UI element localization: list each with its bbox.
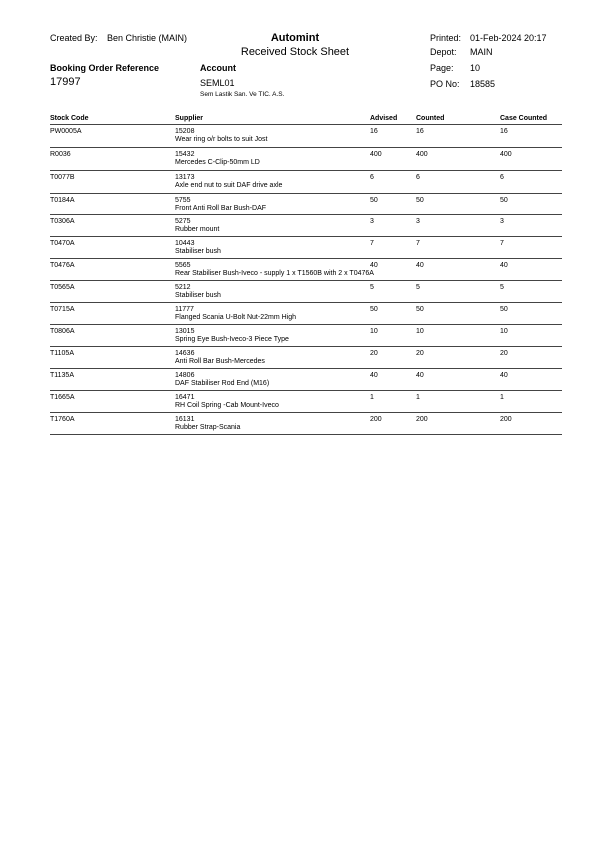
supplier-code: 14806: [175, 372, 195, 379]
advised-qty: 5: [370, 284, 374, 291]
counted-qty: 5: [416, 284, 420, 291]
supplier-code: 14636: [175, 350, 195, 357]
page-value: 10: [470, 63, 481, 73]
case-counted-qty: 3: [500, 218, 504, 225]
case-counted-qty: 40: [500, 262, 508, 269]
case-counted-qty: 10: [500, 328, 508, 335]
case-counted-qty: 16: [500, 128, 508, 135]
advised-qty: 1: [370, 394, 374, 401]
item-description: Rubber Strap-Scania: [175, 424, 241, 431]
depot-label: Depot:: [430, 47, 457, 57]
advised-qty: 50: [370, 306, 378, 313]
supplier-code: 13015: [175, 328, 195, 335]
counted-qty: 50: [416, 197, 424, 204]
page-label: Page:: [430, 63, 454, 73]
table-row: [50, 369, 562, 391]
account-name: Sem Lastik San. Ve TIC. A.S.: [200, 91, 285, 98]
col-advised: Advised: [370, 115, 398, 122]
supplier-code: 5755: [175, 197, 191, 204]
item-description: Flanged Scania U-Bolt Nut-22mm High: [175, 314, 296, 321]
stock-code: T0077B: [50, 174, 75, 181]
stock-code: T0476A: [50, 262, 75, 269]
counted-qty: 6: [416, 174, 420, 181]
stock-code: PW0005A: [50, 128, 82, 135]
table-row: [50, 303, 562, 325]
supplier-code: 5212: [175, 284, 191, 291]
counted-qty: 40: [416, 262, 424, 269]
counted-qty: 400: [416, 151, 428, 158]
stock-code: T0565A: [50, 284, 75, 291]
company-name: Automint: [270, 32, 320, 44]
case-counted-qty: 200: [500, 416, 512, 423]
table-row: [50, 125, 562, 147]
table-row: [50, 347, 562, 369]
counted-qty: 20: [416, 350, 424, 357]
col-counted: Counted: [416, 115, 445, 122]
item-description: Front Anti Roll Bar Bush-DAF: [175, 205, 267, 212]
case-counted-qty: 50: [500, 306, 508, 313]
advised-qty: 50: [370, 197, 378, 204]
po-value: 18585: [470, 79, 496, 89]
counted-qty: 3: [416, 218, 420, 225]
case-counted-qty: 6: [500, 174, 504, 181]
item-description: Anti Roll Bar Bush-Mercedes: [175, 358, 265, 365]
supplier-code: 10443: [175, 240, 195, 247]
table-row: [50, 215, 562, 237]
counted-qty: 16: [416, 128, 424, 135]
item-description: Rubber mount: [175, 226, 220, 233]
col-case-counted: Case Counted: [500, 115, 548, 122]
counted-qty: 200: [416, 416, 428, 423]
stock-code: T0184A: [50, 197, 75, 204]
item-description: RH Coil Spring -Cab Mount-Iveco: [175, 402, 279, 409]
counted-qty: 7: [416, 240, 420, 247]
case-counted-qty: 50: [500, 197, 508, 204]
table-row: [50, 391, 562, 413]
supplier-code: 15432: [175, 151, 195, 158]
table-row: [50, 194, 562, 216]
table-row: [50, 237, 562, 259]
col-supplier: Supplier: [175, 115, 204, 122]
case-counted-qty: 40: [500, 372, 508, 379]
stock-code: R0036: [50, 151, 71, 158]
stock-code: T0306A: [50, 218, 75, 225]
counted-qty: 1: [416, 394, 420, 401]
created-by-label: Created By:: [50, 33, 98, 43]
stock-code: T0470A: [50, 240, 75, 247]
case-counted-qty: 7: [500, 240, 504, 247]
counted-qty: 40: [416, 372, 424, 379]
printed-value: 01-Feb-2024 20:17: [470, 33, 547, 43]
table-row: [50, 148, 562, 170]
counted-qty: 10: [416, 328, 424, 335]
item-description: Spring Eye Bush-Iveco-3 Piece Type: [175, 336, 289, 343]
printed-label: Printed:: [430, 33, 462, 43]
advised-qty: 20: [370, 350, 378, 357]
case-counted-qty: 400: [500, 151, 512, 158]
advised-qty: 16: [370, 128, 378, 135]
advised-qty: 3: [370, 218, 374, 225]
advised-qty: 400: [370, 151, 382, 158]
supplier-code: 11777: [175, 306, 194, 313]
stock-code: T1105A: [50, 350, 74, 357]
row-divider: [50, 434, 562, 435]
supplier-code: 16131: [175, 416, 195, 423]
stock-code: T1135A: [50, 372, 74, 379]
table-row: [50, 325, 562, 347]
account-label: Account: [200, 63, 236, 73]
stock-code: T1665A: [50, 394, 75, 401]
case-counted-qty: 1: [500, 394, 504, 401]
account-code: SEML01: [200, 78, 235, 88]
depot-value: MAIN: [470, 47, 493, 57]
item-description: DAF Stabiliser Rod End (M16): [175, 380, 270, 387]
stock-code: T0806A: [50, 328, 75, 335]
supplier-code: 5275: [175, 218, 191, 225]
table-row: [50, 171, 562, 193]
advised-qty: 40: [370, 372, 378, 379]
advised-qty: 10: [370, 328, 378, 335]
counted-qty: 50: [416, 306, 424, 313]
document-title: Received Stock Sheet: [240, 46, 350, 58]
supplier-code: 13173: [175, 174, 195, 181]
stock-code: T0715A: [50, 306, 75, 313]
stock-code: T1760A: [50, 416, 75, 423]
supplier-code: 16471: [175, 394, 195, 401]
case-counted-qty: 20: [500, 350, 508, 357]
advised-qty: 6: [370, 174, 374, 181]
advised-qty: 200: [370, 416, 382, 423]
booking-order-value: 17997: [50, 76, 81, 88]
booking-order-label: Booking Order Reference: [50, 63, 160, 73]
advised-qty: 40: [370, 262, 378, 269]
item-description: Wear ring o/r bolts to suit Jost: [175, 136, 268, 143]
item-description: Stabiliser bush: [175, 248, 221, 255]
col-stock-code: Stock Code: [50, 115, 89, 122]
item-description: Axle end nut to suit DAF drive axle: [175, 182, 283, 189]
item-description: Mercedes C-Clip-50mm LD: [175, 159, 260, 166]
case-counted-qty: 5: [500, 284, 504, 291]
item-description: Rear Stabiliser Bush-Iveco - supply 1 x T1560B with 2 x T0476A: [175, 270, 374, 277]
supplier-code: 5565: [175, 262, 191, 269]
supplier-code: 15208: [175, 128, 195, 135]
po-label: PO No:: [430, 79, 460, 89]
table-row: [50, 413, 562, 435]
table-row: [50, 281, 562, 303]
item-description: Stabiliser bush: [175, 292, 221, 299]
advised-qty: 7: [370, 240, 374, 247]
table-row: [50, 259, 562, 281]
created-by-value: Ben Christie (MAIN): [107, 33, 188, 43]
